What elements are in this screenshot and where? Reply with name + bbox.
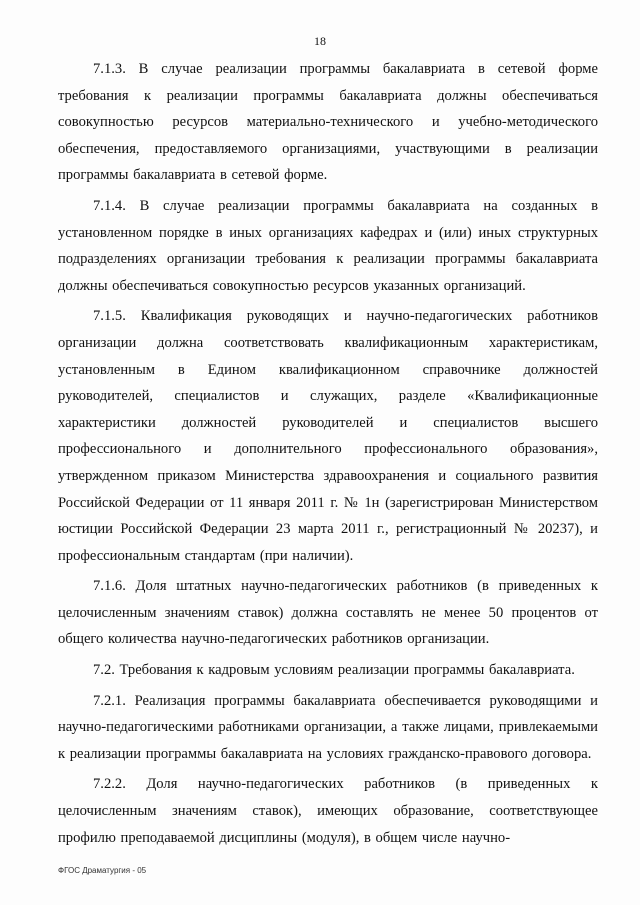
page-footer: ФГОС Драматургия - 05: [58, 866, 147, 875]
paragraph-7-1-5: 7.1.5. Квалификация руководящих и научно-педагогических работников организации должна соответствовать квалификационным характеристикам, установленным в Едином квалификационном справочнике должностей руководителей, специалистов и служащих, разделе «Квалификационные характеристики должностей руководителей и специалистов высшего профессионального и дополнительного профессионального образования», утвержденном приказом Министерства здравоохранения и социального развития Российской Федерации от 11 января 2011 г. № 1н (зарегистрирован Министерством юстиции Российской Федерации 23 марта 2011 г., регистрационный № 20237), и профессиональным стандартам (при наличии).: [58, 308, 598, 564]
paragraph-7-1-6: 7.1.6. Доля штатных научно-педагогических работников (в приведенных к целочисленным значениям ставок) должна составлять не менее 50 процентов от общего количества научно-педагогических работников организации.: [58, 578, 598, 648]
paragraph-7-2: 7.2. Требования к кадровым условиям реализации программы бакалавриата.: [93, 662, 575, 679]
paragraph-7-1-3: 7.1.3. В случае реализации программы бакалавриата в сетевой форме требования к реализации программы бакалавриата должны обеспечиваться совокупностью ресурсов материально-технического и учебно-методического обеспечения, предоставляемого организациями, участвующими в реализации программы бакалавриата в сетевой форме.: [58, 61, 598, 184]
paragraph-7-2-1: 7.2.1. Реализация программы бакалавриата обеспечивается руководящими и научно-педагогическими работниками организации, а также лицами, привлекаемыми к реализации программы бакалавриата на условиях гражданско-правового договора.: [58, 692, 598, 762]
paragraph-7-1-4: 7.1.4. В случае реализации программы бакалавриата на созданных в установленном порядке в иных организациях кафедрах и (или) иных структурных подразделениях организации требования к реализации программы бакалавриата должны обеспечиваться совокупностью ресурсов указанных организаций.: [58, 197, 598, 294]
paragraph-7-2-2: 7.2.2. Доля научно-педагогических работников (в приведенных к целочисленным значениям ставок), имеющих образование, соответствующее профилю преподаваемой дисциплины (модуля), в общем числе научно-: [58, 776, 598, 846]
page-number: 18: [314, 34, 326, 48]
document-body: [58, 56, 598, 855]
